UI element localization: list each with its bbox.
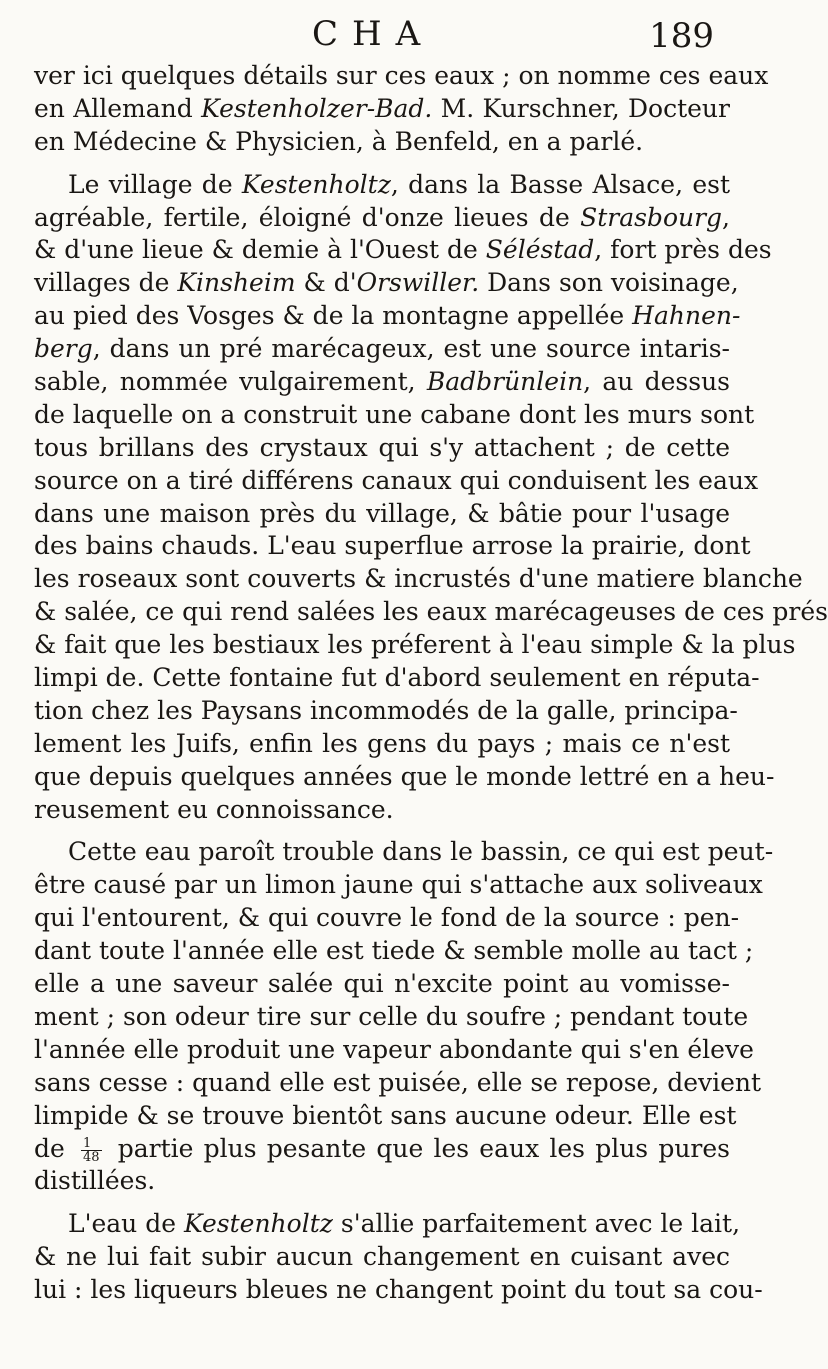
text-line (34, 300, 741, 333)
paragraph (34, 169, 828, 827)
fraction-denominator: 48 (83, 1149, 100, 1165)
text-line (34, 1133, 730, 1166)
text-line (34, 1034, 754, 1067)
text-segment: des bains chauds. L'eau superflue arrose la prairie, dont (34, 531, 751, 561)
text-segment: dant toute l'année elle est tiede & semble molle au tact ; (34, 936, 754, 966)
text-segment: être causé par un limon jaune qui s'attache aux soliveaux (34, 870, 763, 900)
text-line (34, 761, 775, 794)
text-line (34, 169, 730, 202)
text-segment: villages de (34, 268, 178, 298)
text-segment: s'allie parfaitement avec le lait, (332, 1209, 741, 1239)
fraction (81, 1137, 102, 1164)
text-line (34, 1067, 762, 1100)
text-line (34, 629, 796, 662)
page-header (0, 14, 800, 60)
text-segment: source on a tiré différens canaux qui conduisent les eaux (34, 465, 759, 495)
text-segment: partie plus pesante que les eaux les plus pures (107, 1133, 730, 1163)
text-line (34, 1001, 749, 1034)
italic-text: Séléstad (485, 235, 595, 265)
text-segment: lement les Juifs, enfin les gens du pays ; mais ce n'est (34, 728, 730, 758)
text-segment: sable, nommée vulgairement, (34, 367, 427, 397)
text-segment: , au dessus (583, 367, 731, 397)
text-line (34, 836, 774, 869)
text-line (34, 794, 730, 827)
text-segment: agréable, fertile, éloigné d'onze lieues de (34, 202, 581, 232)
text-segment: de (34, 1133, 75, 1163)
text-line (34, 902, 740, 935)
text-line (34, 596, 828, 629)
italic-text: Strasbourg (580, 202, 723, 232)
text-line (34, 465, 759, 498)
text-line (34, 202, 730, 235)
fraction-numerator: 1 (81, 1137, 102, 1151)
text-segment: ver ici quelques détails sur ces eaux ; on nomme ces eaux (34, 61, 769, 90)
text-line (34, 333, 730, 366)
text-line (34, 498, 730, 531)
text-segment: limpi de. Cette fontaine fut d'abord seulement en réputa- (34, 663, 760, 693)
text-segment: tion chez les Paysans incommodés de la galle, principa- (34, 695, 738, 725)
text-segment: tous brillans des crystaux qui s'y attachent ; de cette (34, 432, 730, 462)
text-segment: & ne lui fait subir aucun changement en cuisant avec (34, 1242, 730, 1272)
text-segment: & d' (295, 268, 357, 298)
text-segment: de laquelle on a construit une cabane dont les murs sont (34, 399, 755, 429)
text-segment: Dans son voisinage, (479, 268, 739, 298)
text-segment: Le village de (68, 169, 242, 199)
text-segment: les roseaux sont couverts & incrustés d'une matiere blanche (34, 564, 803, 594)
text-segment: & salée, ce qui rend salées les eaux marécageuses de ces prés (34, 597, 828, 627)
text-segment: en Allemand (34, 93, 202, 123)
paragraph (34, 836, 774, 1198)
text-segment: Cette eau paroît trouble dans le bassin, ce qui est peut- (68, 837, 774, 867)
text-line (34, 126, 730, 159)
text-line (34, 366, 730, 399)
text-segment: dans une maison près du village, & bâtie pour l'usage (34, 498, 730, 528)
italic-text: Orswiller. (356, 268, 480, 298)
text-segment: & fait que les bestiaux les préferent à l'eau simple & la plus (34, 630, 796, 660)
italic-text: Kestenholzer-Bad. (201, 93, 433, 123)
text-line (34, 1100, 737, 1133)
paragraph (34, 60, 769, 159)
text-line (34, 935, 754, 968)
text-segment: reusement eu connoissance. (34, 794, 394, 824)
text-segment: , (722, 202, 730, 232)
text-segment: que depuis quelques années que le monde lettré en a heu- (34, 761, 775, 791)
text-line (34, 1208, 741, 1241)
text-line (34, 695, 738, 728)
text-segment: M. Kurschner, Docteur (432, 93, 730, 123)
italic-text: berg (34, 334, 93, 364)
text-segment: lui : les liqueurs bleues ne changent point du tout sa cou- (34, 1275, 763, 1305)
italic-text: Hahnen- (632, 301, 741, 331)
text-segment: ment ; son odeur tire sur celle du soufre ; pendant toute (34, 1001, 749, 1031)
text-segment: & d'une lieue & demie à l'Ouest de (34, 235, 486, 265)
text-line (34, 1165, 730, 1198)
page-number: 189 (649, 16, 714, 56)
text-line (34, 968, 730, 1001)
text-segment: , fort près des (594, 235, 772, 265)
text-segment: limpide & se trouve bientôt sans aucune odeur. Elle est (34, 1100, 737, 1130)
text-segment: , dans un pré marécageux, est une source intaris- (92, 334, 730, 364)
text-segment: en Médecine & Physicien, à Benfeld, en a parlé. (34, 126, 644, 156)
italic-text: Kinsheim (177, 268, 296, 298)
italic-text: Kestenholtz (183, 1209, 333, 1239)
running-head: CHA (312, 14, 435, 54)
text-line (34, 1241, 730, 1274)
text-line (34, 399, 755, 432)
text-segment: sans cesse : quand elle est puisée, elle se repose, devient (34, 1067, 762, 1097)
text-line (34, 267, 739, 300)
paragraph (34, 1208, 763, 1307)
text-segment: l'année elle produit une vapeur abondante qui s'en éleve (34, 1034, 754, 1064)
text-line (34, 563, 803, 596)
text-line (34, 60, 769, 93)
text-segment: L'eau de (68, 1209, 184, 1239)
text-segment: qui l'entourent, & qui couvre le fond de la source : pen- (34, 903, 740, 933)
text-line (34, 93, 730, 126)
body-text (34, 60, 828, 1317)
text-line (34, 234, 772, 267)
text-segment: , dans la Basse Alsace, est (390, 169, 730, 199)
text-line (34, 728, 730, 761)
text-line (34, 869, 763, 902)
text-segment: au pied des Vosges & de la montagne appellée (34, 301, 633, 331)
text-line (34, 530, 751, 563)
text-segment: distillées. (34, 1166, 156, 1196)
italic-text: Kestenholtz (241, 169, 391, 199)
text-line (34, 432, 730, 465)
italic-text: Badbrünlein (426, 367, 584, 397)
text-line (34, 662, 760, 695)
text-segment: elle a une saveur salée qui n'excite point au vomisse- (34, 969, 730, 999)
text-line (34, 1274, 763, 1307)
